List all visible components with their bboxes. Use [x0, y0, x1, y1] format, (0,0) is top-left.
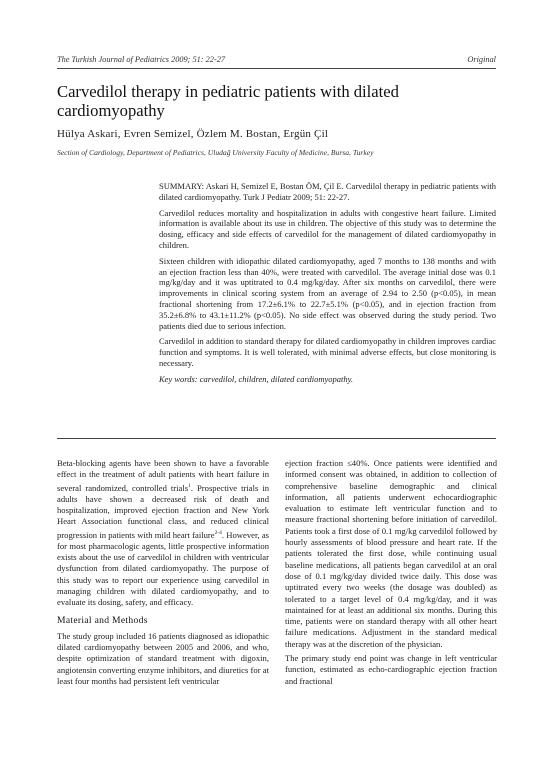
- affiliation: Section of Cardiology, Department of Pediatrics, Uludağ University Faculty of Medicine, Bursa, Turkey: [57, 148, 374, 157]
- intro-text-2: . Prospective trials in adults have shown a decreased risk of death and hospitalization, improved ejection fraction and New York Heart Association functional class, and reduced clinical progression in patients with mild heart failure: [57, 482, 269, 540]
- header-divider: [57, 68, 496, 69]
- running-head: [57, 55, 496, 67]
- keywords: Key words: carvedilol, children, dilated cardiomyopathy.: [159, 373, 354, 384]
- reference-marker: 2-4: [214, 529, 222, 536]
- article-type: Original: [467, 55, 496, 64]
- intro-paragraph: [57, 458, 269, 609]
- body-column-left: [57, 458, 269, 687]
- intro-text-3: . However, as for most pharmacologic agents, little prospective information exists about the use of carvedilol in children with ventricular dysfunction from dilated cardiomyopathy. The purpose of this study was to report our experience using carvedilol in managing children with dilated cardiomyopathy, and to evaluate its dosing, safety, and efficacy.: [57, 529, 270, 608]
- article-title: Carvedilol therapy in pediatric patients with dilated cardiomyopathy: [57, 82, 399, 120]
- abstract-divider: [57, 438, 496, 439]
- intro-text-1: Beta-blocking agents have been shown to have a favorable effect in the treatment of adult patients with heart failure in several randomized, controlled trials: [57, 458, 269, 493]
- abstract-citation: SUMMARY: Askari H, Semizel E, Bostan ÖM, Çil E. Carvedilol therapy in pediatric patients with dilated cardiomyopathy. Turk J Pediatr 2009; 51: 22-27.: [159, 181, 496, 202]
- methods-paragraph: The study group included 16 patients diagnosed as idiopathic dilated cardiomyopathy between 2005 and 2006, and who, despite optimization of standard treatment with digoxin, angiotensin converting enzyme inhibitors, and diuretics for at least four months had persistent left ventricular: [57, 630, 269, 687]
- author-list: Hülya Askari, Evren Semizel, Özlem M. Bostan, Ergün Çil: [57, 128, 329, 140]
- methods-paragraph-continued: ejection fraction ≤40%. Once patients were identified and informed consent was obtained, in addition to collection of comprehensive baseline demographic and clinical information, all patients underwent echocardiographic evaluation to estimate left ventricular function and to measure fractional shortening before initiation of carvedilol. Patients took a first dose of 0.1 mg/kg carvedilol followed by hourly assessments of blood pressure and heart rate. If the patients tolerated the first dose, while continuing usual baseline medications, all patients began carvedilol at an oral dose of 0.1 mg/kg/day divided twice daily. This dose was uptitrated every two weeks (the dosage was doubled) as tolerated to a target level of 0.4 mg/kg/day, and it was maintained for at least an additional six months. During this time, patients were on standard therapy with all other heart failure medications. Adjustment in the standard medical therapy was at the discretion of the physician.: [285, 458, 497, 649]
- methods-heading: Material and Methods: [57, 614, 148, 626]
- reference-marker: 1: [188, 482, 191, 489]
- abstract-paragraph-3: Carvedilol in addition to standard therapy for dilated cardiomyopathy in children improves cardiac function and symptoms. It is well tolerated, with minimal adverse effects, but close monitoring is necessary.: [159, 336, 496, 368]
- abstract-paragraph-1: Carvedilol reduces mortality and hospitalization in adults with congestive heart failure. Limited information is available about its use in children. The objective of this study was to determine the dosing, efficacy and side effects of carvedilol for the management of dilated cardiomyopathy in children.: [159, 207, 496, 250]
- journal-reference: The Turkish Journal of Pediatrics 2009; 51: 22-27: [57, 55, 226, 64]
- abstract: [159, 181, 496, 390]
- body-column-right: [285, 458, 497, 687]
- abstract-paragraph-2: Sixteen children with idiopathic dilated cardiomyopathy, aged 7 months to 138 months and with an ejection fraction less than 40%, were treated with carvedilol. The average initial dose was 0.1 mg/kg/day and it was uptitrated to 0.4 mg/kg/day. After six months on carvedilol, there were improvements in clinical scoring system from an average of 2.94 to 2.50 (p<0.05), in mean fractional shortening from 17.2±6.1% to 22.7±5.1% (p<0.05), and in ejection fraction from 35.2±6.8% to 43.1±11.2% (p<0.05). No side effect was observed during the study period. Two patients died due to serious infection.: [159, 255, 496, 331]
- endpoint-paragraph: The primary study end point was change in left ventricular function, estimated as echo-cardiographic ejection fraction and fractional: [285, 653, 497, 686]
